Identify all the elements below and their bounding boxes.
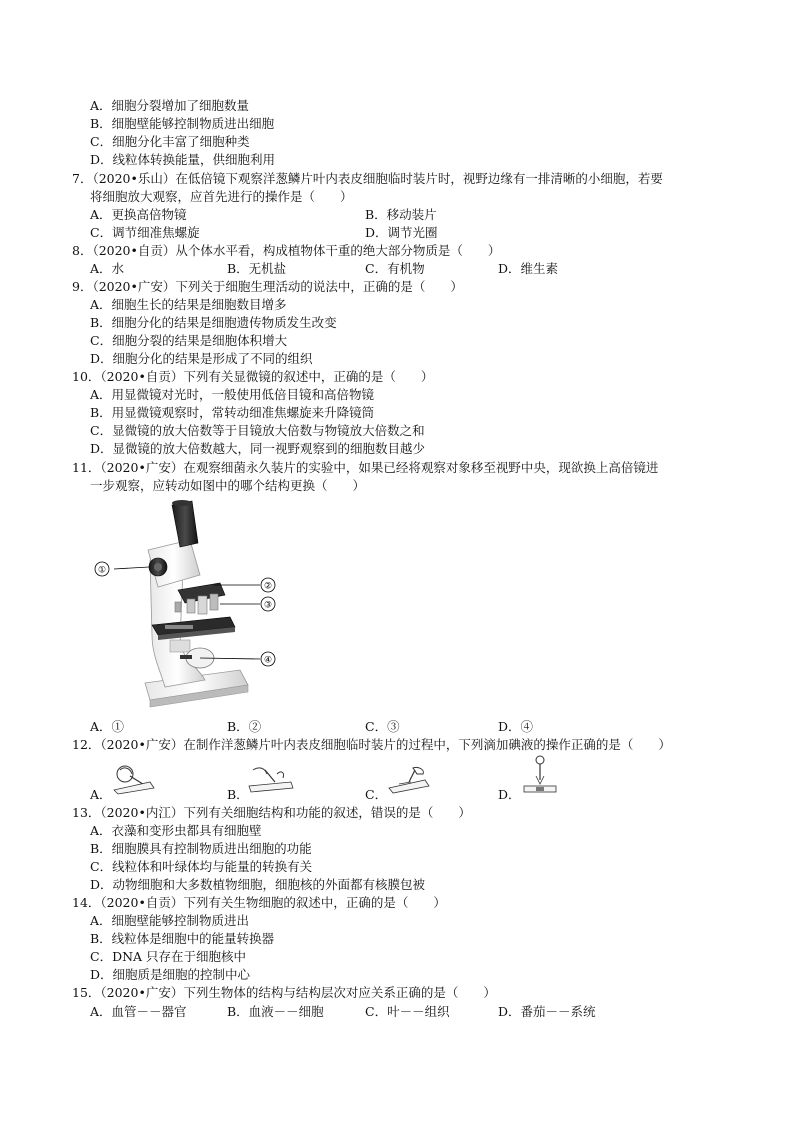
q12-option-d-image	[520, 754, 560, 798]
q13-option-d: D．动物细胞和大多数植物细胞，细胞核的外面都有核膜包被	[90, 877, 426, 892]
q8-stem: 8．（2020•自贡）从个体水平看，构成植物体干重的绝大部分物质是（ ）	[72, 243, 501, 258]
figure-label-1: ①	[97, 565, 107, 576]
q14-option-b: B．线粒体是细胞中的能量转换器	[90, 931, 275, 946]
q9-option-c: C．细胞分裂的结果是细胞体积增大	[90, 333, 288, 348]
q7-stem-line2: 将细胞放大观察，应首先进行的操作是（ ）	[90, 189, 353, 204]
q12-option-b: B．	[227, 787, 249, 802]
q15-option-b: B．血液－－细胞	[227, 1004, 324, 1019]
q10-option-a: A．用显微镜对光时，一般使用低倍目镜和高倍物镜	[90, 387, 375, 402]
q9-option-b: B．细胞分化的结果是细胞遗传物质发生改变	[90, 315, 337, 330]
q12-option-a-image	[110, 762, 158, 796]
q6-option-d: D．线粒体转换能量，供细胞利用	[90, 152, 276, 167]
q12-option-c: C．	[365, 787, 388, 802]
q14-option-a: A．细胞壁能够控制物质进出	[90, 913, 250, 928]
q12-option-d: D．	[498, 787, 521, 802]
q6-option-c: C．细胞分化丰富了细胞种类	[90, 134, 250, 149]
figure-label-3: ③	[263, 600, 273, 611]
q15-option-c: C．叶－－组织	[365, 1004, 450, 1019]
q11-option-b: B．②	[227, 719, 262, 734]
q13-option-b: B．细胞膜具有控制物质进出细胞的功能	[90, 841, 312, 856]
q11-option-d: D．④	[498, 719, 534, 734]
q8-option-d: D．维生素	[498, 261, 559, 276]
q11-option-a: A．①	[90, 719, 125, 734]
q12-stem: 12．（2020•广安）在制作洋葱鳞片叶内表皮细胞临时装片的过程中，下列滴加碘液的操作正确的是（ ）	[72, 737, 671, 752]
q7-option-d: D．调节光圈	[365, 225, 438, 240]
q10-option-c: C．显微镜的放大倍数等于目镜放大倍数与物镜放大倍数之和	[90, 423, 425, 438]
q12-option-a: A．	[90, 787, 112, 802]
q7-stem-line1: 7．（2020•乐山）在低倍镜下观察洋葱鳞片叶内表皮细胞临时装片时，视野边缘有一排清晰的小细胞，若要	[72, 171, 663, 186]
q13-stem: 13．（2020•内江）下列有关细胞结构和功能的叙述，错误的是（ ）	[72, 805, 471, 820]
q11-stem-line1: 11．（2020•广安）在观察细菌永久装片的实验中，如果已经将观察对象移至视野中央，现欲换上高倍镜进	[72, 460, 659, 475]
q13-option-c: C．线粒体和叶绿体均与能量的转换有关	[90, 859, 313, 874]
q13-option-a: A．衣藻和变形虫都具有细胞壁	[90, 823, 262, 838]
figure-label-2: ②	[263, 581, 273, 592]
microscope-figure	[90, 495, 290, 715]
q11-option-c: C．③	[365, 719, 400, 734]
q14-option-c: C．DNA 只存在于细胞核中	[90, 949, 247, 964]
q14-option-d: D．细胞质是细胞的控制中心	[90, 967, 251, 982]
q8-option-b: B．无机盐	[227, 261, 287, 276]
q9-option-a: A．细胞生长的结果是细胞数目增多	[90, 297, 287, 312]
q10-stem: 10．（2020•自贡）下列有关显微镜的叙述中，正确的是（ ）	[72, 369, 434, 384]
q8-option-c: C．有机物	[365, 261, 425, 276]
q6-option-b: B．细胞壁能够控制物质进出细胞	[90, 116, 275, 131]
q15-stem: 15．（2020•广安）下列生物体的结构与结构层次对应关系正确的是（ ）	[72, 985, 496, 1000]
q6-option-a: A．细胞分裂增加了细胞数量	[90, 98, 250, 113]
q11-stem-line2: 一步观察，应转动如图中的哪个结构更换（ ）	[90, 478, 366, 493]
q9-stem: 9．（2020•广安）下列关于细胞生理活动的说法中，正确的是（ ）	[72, 279, 463, 294]
q9-option-d: D．细胞分化的结果是形成了不同的组织	[90, 351, 313, 366]
q8-option-a: A．水	[90, 261, 125, 276]
q10-option-d: D．显微镜的放大倍数越大，同一视野观察到的细胞数目越少	[90, 441, 426, 456]
q14-stem: 14．（2020•自贡）下列有关生物细胞的叙述中，正确的是（ ）	[72, 895, 446, 910]
q15-option-d: D．番茄－－系统	[498, 1004, 596, 1019]
q7-option-b: B．移动装片	[365, 207, 437, 222]
q7-option-a: A．更换高倍物镜	[90, 207, 187, 222]
q10-option-b: B．用显微镜观察时，常转动细准焦螺旋来升降镜筒	[90, 405, 375, 420]
q7-option-c: C．调节细准焦螺旋	[90, 225, 200, 240]
q15-option-a: A．血管－－器官	[90, 1004, 187, 1019]
q12-option-b-image	[247, 764, 297, 794]
q12-option-c-image	[385, 766, 435, 794]
figure-label-4: ④	[263, 655, 273, 666]
